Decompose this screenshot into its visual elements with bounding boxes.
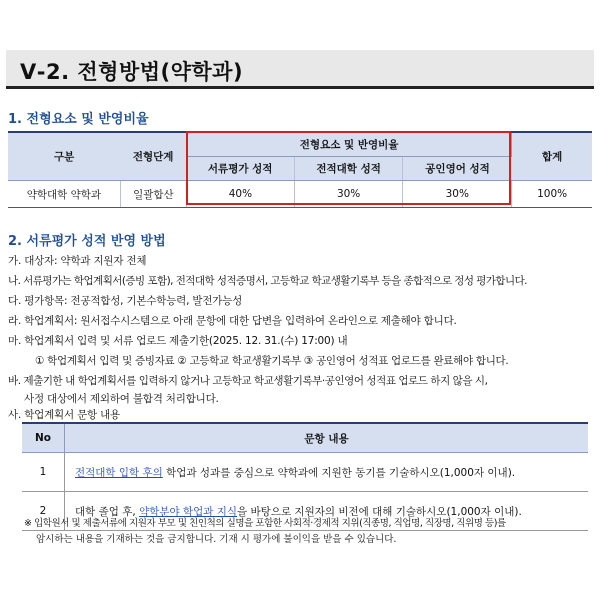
q-pre: 대학 졸업 후,	[75, 505, 140, 518]
ratio-table	[8, 131, 592, 208]
col-group: 전형요소 및 반영비율	[186, 132, 511, 157]
q-highlight: 약학분야 학업과 지식	[139, 505, 238, 518]
q-highlight: 전적대학 입학 후의	[75, 466, 163, 479]
page-title: Ⅴ-2. 전형방법(약학과)	[20, 60, 244, 84]
row-category: 약학대학 약학과	[8, 181, 120, 208]
table-row	[22, 453, 588, 492]
row-total: 100%	[512, 181, 592, 208]
item-ma-detail: ① 학업계획서 입력 및 증빙자료 ② 고등학교 학교생활기록부 ③ 공인영어 성적표 업로드를 완료해야 합니다.	[35, 355, 509, 367]
item-sa: 사. 학업계획서 문항 내용	[8, 409, 120, 421]
item-ba-cont: 사정 대상에서 제외하여 불합격 처리합니다.	[24, 393, 219, 405]
q-no: 1	[22, 453, 65, 492]
item-ba: 바. 제출기한 내 학업계획서를 입력하지 않거나 고등학교 학교생활기록부·공인영어 성적표 업로드 하지 않을 시,	[8, 375, 488, 387]
item-na: 나. 서류평가는 학업계획서(증빙 포함), 전적대학 성적증명서, 고등학교 학교생활기록부 등을 종합적으로 정성 평가합니다.	[8, 275, 527, 287]
col-sub1: 서류평가 성적	[186, 157, 294, 181]
row-v1: 40%	[186, 181, 294, 208]
col-sub3: 공인영어 성적	[403, 157, 512, 181]
col-category: 구분	[8, 132, 120, 181]
row-v2: 30%	[294, 181, 402, 208]
note-line2: 암시하는 내용을 기재하는 것을 금지합니다. 기재 시 평가에 불이익을 받을 수 있습니다.	[36, 534, 397, 545]
section2-title: 2. 서류평가 성적 반영 방법	[8, 234, 166, 249]
q-text	[65, 453, 589, 492]
section-title-bar	[6, 50, 594, 89]
q-post: 학업과 성과를 중심으로 약학과에 지원한 동기를 기술하시오(1,000자 이내).	[162, 466, 516, 479]
section1-title: 1. 전형요소 및 반영비율	[8, 112, 149, 127]
col-no: No	[22, 423, 65, 453]
note-line1: ※ 입학원서 및 제출서류에 지원자 부모 및 친인척의 실명을 포함한 사회적·경제적 지위(직종명, 직업명, 직장명, 직위명 등)를	[24, 518, 506, 529]
table-row	[8, 181, 592, 208]
q-post: 을 바탕으로 지원자의 비전에 대해 기술하시오(1,000자 이내).	[237, 505, 522, 518]
col-content: 문항 내용	[65, 423, 589, 453]
item-da: 다. 평가항목: 전공적합성, 기본수학능력, 발전가능성	[8, 295, 243, 307]
item-ra: 라. 학업계획서: 원서접수시스템으로 아래 문항에 대한 답변을 입력하여 온라인으로 제출해야 합니다.	[8, 315, 457, 327]
col-stage: 전형단계	[120, 132, 186, 181]
q-no: 2	[22, 492, 65, 531]
item-ga: 가. 대상자: 약학과 지원자 전체	[8, 255, 147, 267]
col-sub2: 전적대학 성적	[294, 157, 402, 181]
row-stage: 일괄합산	[120, 181, 186, 208]
col-total: 합계	[512, 132, 592, 181]
item-ma: 마. 학업계획서 입력 및 서류 업로드 제출기한(2025. 12. 31.(수) 17:00) 내	[8, 335, 348, 347]
row-v3: 30%	[403, 181, 512, 208]
